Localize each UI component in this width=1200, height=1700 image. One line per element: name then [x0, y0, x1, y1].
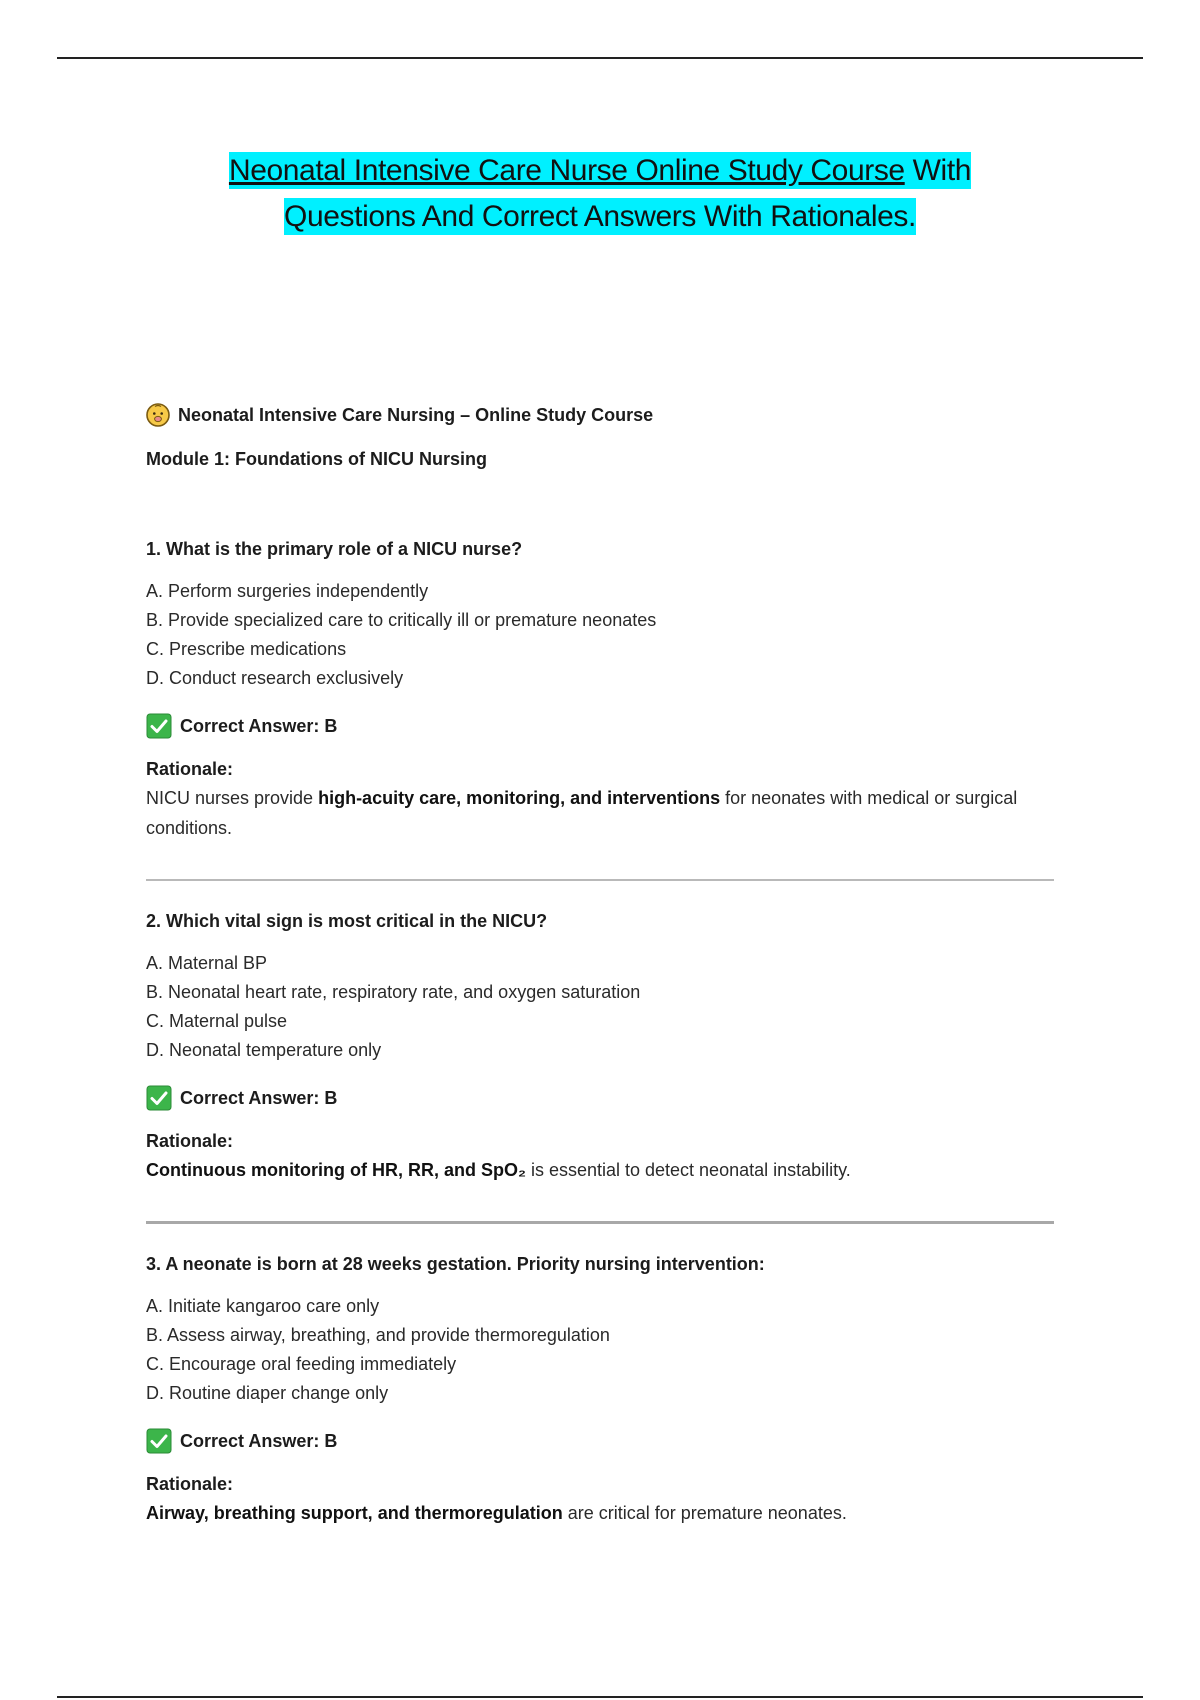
option-b: B. Assess airway, breathing, and provide thermoregulation [146, 1325, 610, 1345]
module-heading: Module 1: Foundations of NICU Nursing [146, 449, 487, 469]
check-mark-icon [146, 713, 172, 739]
option-d: D. Conduct research exclusively [146, 668, 404, 688]
document-content [146, 401, 1056, 1528]
answer-options [146, 949, 1056, 1065]
answer-options [146, 577, 1056, 693]
rationale-text-post: for neonates with medical or surgical conditions. [146, 788, 1018, 838]
option-c: C. Maternal pulse [146, 1011, 288, 1031]
correct-answer-text: Correct Answer: B [180, 715, 338, 736]
question-block-3 [146, 1250, 1056, 1528]
rationale-text [146, 1498, 1056, 1528]
option-a: A. Initiate kangaroo care only [146, 1296, 380, 1316]
correct-answer [146, 1426, 1056, 1456]
rationale-text [146, 783, 1056, 843]
question-title: 2. Which vital sign is most critical in the NICU? [146, 911, 548, 931]
rationale-label: Rationale: [146, 759, 234, 779]
correct-answer [146, 711, 1056, 741]
option-d: D. Routine diaper change only [146, 1383, 389, 1403]
page-top-rule [57, 57, 1143, 59]
title-highlight-line-2: Questions And Correct Answers With Rationales. [284, 200, 916, 233]
title-underlined-text: Neonatal Intensive Care Nurse Online Study Course [228, 154, 905, 187]
rationale-text-post: are critical for premature neonates. [562, 1503, 847, 1523]
title-line-1-end: With [904, 154, 972, 187]
page-bottom-rule [57, 1696, 1143, 1698]
course-heading-text: Neonatal Intensive Care Nursing – Online Study Course [178, 404, 654, 425]
rationale-label: Rationale: [146, 1474, 234, 1494]
document-title [120, 148, 1080, 240]
option-a: A. Maternal BP [146, 953, 268, 973]
option-c: C. Encourage oral feeding immediately [146, 1354, 457, 1374]
question-title: 3. A neonate is born at 28 weeks gestation. Priority nursing intervention: [146, 1254, 765, 1274]
rationale-text-bold: Continuous monitoring of HR, RR, and SpO₂ [146, 1160, 526, 1180]
question-title: 1. What is the primary role of a NICU nurse? [146, 539, 523, 559]
question-separator [146, 1221, 1054, 1224]
rationale-text-bold: Airway, breathing support, and thermoregulation [146, 1503, 563, 1523]
course-heading [146, 401, 1056, 429]
correct-answer-text: Correct Answer: B [180, 1430, 338, 1451]
question-separator [146, 879, 1054, 881]
baby-face-icon [146, 403, 170, 427]
rationale-text [146, 1155, 1056, 1185]
correct-answer [146, 1083, 1056, 1113]
option-c: C. Prescribe medications [146, 639, 347, 659]
option-d: D. Neonatal temperature only [146, 1040, 382, 1060]
rationale-text-post: is essential to detect neonatal instability. [525, 1160, 851, 1180]
title-highlight-line-1 [229, 152, 971, 189]
option-b: B. Neonatal heart rate, respiratory rate, and oxygen saturation [146, 982, 641, 1002]
check-mark-icon [146, 1428, 172, 1454]
question-block-2 [146, 907, 1056, 1185]
rationale-label: Rationale: [146, 1131, 234, 1151]
option-a: A. Perform surgeries independently [146, 581, 429, 601]
rationale-text-pre: NICU nurses provide [146, 788, 319, 808]
correct-answer-text: Correct Answer: B [180, 1087, 338, 1108]
question-block-1 [146, 535, 1056, 843]
rationale-text-bold: high-acuity care, monitoring, and interventions [318, 788, 721, 808]
option-b: B. Provide specialized care to critically ill or premature neonates [146, 610, 657, 630]
check-mark-icon [146, 1085, 172, 1111]
answer-options [146, 1292, 1056, 1408]
